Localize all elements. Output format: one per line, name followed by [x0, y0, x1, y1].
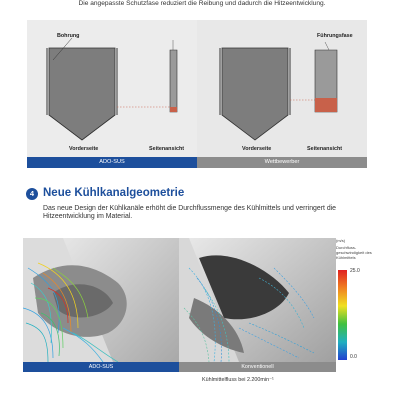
- footnote: Kühlmittelfluss bei 2.200min⁻¹: [202, 377, 274, 383]
- comparison-panel-ado-sus: [27, 20, 197, 168]
- simulation-bar-conventional: Konventionell: [179, 362, 336, 372]
- front-label: Vorderseite: [69, 146, 99, 152]
- comparison-panel-competitor: [197, 20, 367, 168]
- front-label: Vorderseite: [242, 146, 272, 152]
- legend-unit: (m/s): [336, 238, 346, 243]
- section-number-badge: 4: [26, 188, 38, 200]
- side-label: Seitenansicht: [307, 146, 343, 152]
- coolant-simulation-ado-sus: [23, 238, 180, 362]
- callout-bohrung: Bohrung: [57, 33, 80, 39]
- callout-fuehrungsfase: Führungsfase: [317, 33, 353, 39]
- simulation-bar-ado-sus: ADO-SUS: [23, 362, 179, 372]
- coolant-simulation-conventional: [179, 238, 336, 362]
- side-label: Seitenansicht: [149, 146, 185, 152]
- legend-color-scale: [338, 270, 347, 360]
- label-bar-competitor: Wettbewerber: [197, 157, 367, 168]
- section-body: Das neue Design der Kühlkanäle erhöht die Durchflussmenge des Kühlmittels und verringert die Hitzeentwicklung im Material.: [43, 205, 337, 221]
- legend-max-value: 25.0: [350, 268, 360, 274]
- intro-text: Die angepasste Schutzfase reduziert die Reibung und dadurch die Hitzeentwicklung.: [78, 0, 326, 7]
- section-title: Neue Kühlkanalgeometrie: [43, 187, 185, 199]
- label-bar-ado-sus: ADO-SUS: [27, 157, 197, 168]
- legend-min-value: 0.0: [350, 354, 357, 360]
- legend-title: Durchfluss-geschwindigkeit des Kühlmittels: [336, 245, 372, 260]
